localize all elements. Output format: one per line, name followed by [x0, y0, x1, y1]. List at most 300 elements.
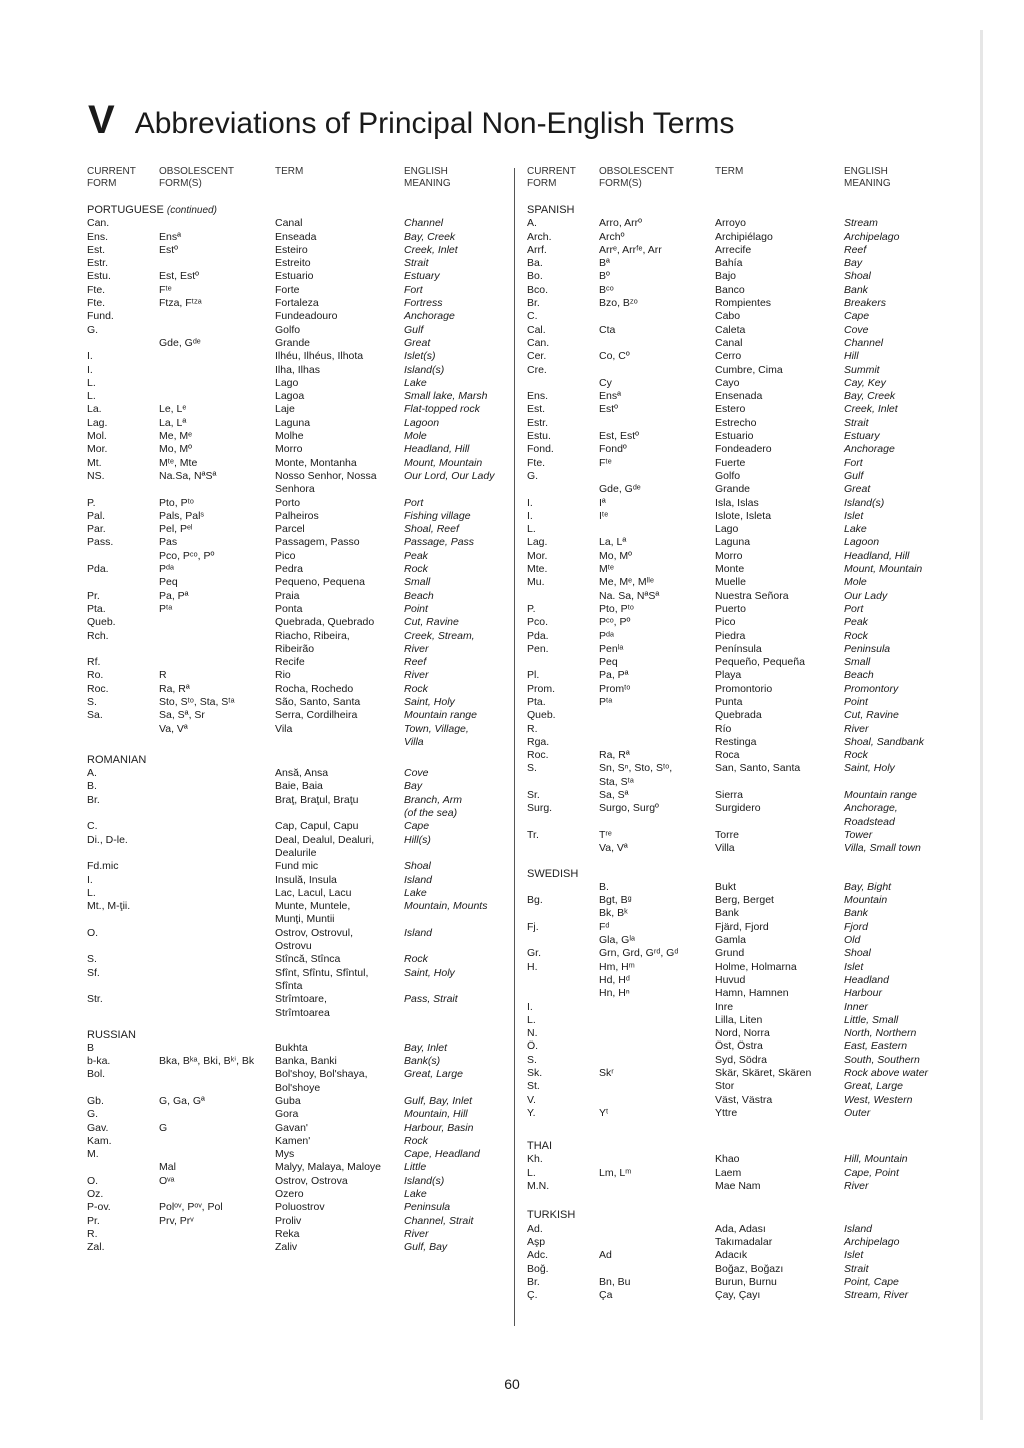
term: Gamla: [715, 934, 746, 947]
term: Nord, Norra: [715, 1027, 770, 1040]
term: Parcel: [275, 523, 305, 536]
current-form: L.: [87, 376, 96, 389]
english-meaning: Shoal: [844, 947, 871, 960]
english-meaning: Archipelago: [844, 230, 900, 243]
term: Fuerte: [715, 456, 746, 469]
english-meaning: Rock: [404, 1134, 428, 1147]
table-row: [527, 390, 957, 403]
obsolescent-forms: Mo, Mº: [159, 443, 193, 456]
obsolescent-forms: Pᵗᵃ: [159, 602, 173, 615]
current-form: Gb.: [87, 1095, 104, 1107]
table-row: [87, 603, 517, 616]
english-meaning: Saint, Holy: [404, 966, 455, 979]
obsolescent-forms: Pals, Palˢ: [159, 509, 205, 522]
table-row: [87, 1135, 517, 1148]
table-row: [527, 921, 957, 934]
table-row: [87, 683, 517, 696]
english-meaning: Town, Village, Villa: [404, 722, 469, 748]
table-row: [527, 1080, 957, 1093]
term: Gora: [275, 1108, 299, 1121]
obsolescent-forms: Co, Cº: [599, 350, 630, 363]
obsolescent-forms: Ensª: [599, 390, 621, 403]
table-row: [87, 430, 517, 443]
english-meaning: Mole: [844, 576, 867, 589]
current-form: Pr.: [87, 1214, 100, 1227]
table-row: [87, 940, 517, 953]
english-meaning: Beach: [844, 669, 874, 682]
current-form: A.: [87, 767, 97, 780]
term: Väst, Västra: [715, 1093, 773, 1106]
current-form: Pal.: [87, 509, 106, 522]
table-row: [527, 1040, 957, 1053]
left-column: [87, 166, 517, 1255]
obsolescent-forms: Pas: [159, 536, 178, 549]
term: Insulă, Insula: [275, 873, 337, 886]
current-form: Bg.: [527, 894, 543, 907]
obsolescent-forms: Gde, Gᵈᵉ: [599, 483, 641, 496]
english-meaning: Mountain, Hill: [404, 1108, 468, 1121]
term: Molhe: [275, 430, 304, 443]
english-meaning: West, Western: [844, 1093, 913, 1106]
term: Recife: [275, 656, 305, 669]
term: Serra, Cordilheira: [275, 709, 358, 722]
term: Bank: [715, 907, 739, 920]
current-form: G.: [527, 469, 539, 482]
obsolescent-forms: Arrᵉ, Arrᶠᵉ, Arr: [599, 243, 662, 256]
obsolescent-forms: Bzo, Bᶻᵒ: [599, 297, 638, 310]
english-meaning: Channel: [844, 336, 884, 349]
table-row: [527, 257, 957, 270]
english-meaning: Estuary: [404, 270, 440, 283]
table-row: [527, 974, 957, 987]
current-form: La.: [87, 403, 102, 416]
english-meaning: Headland: [844, 973, 889, 986]
term: Promontorio: [715, 682, 773, 695]
current-form: Rch.: [87, 629, 109, 642]
term: Laguna: [275, 416, 311, 429]
english-meaning: Harbour, Basin: [404, 1121, 474, 1134]
english-meaning: Pass, Strait: [404, 993, 458, 1006]
current-form: Bo.: [527, 270, 543, 283]
english-meaning: Our Lady: [844, 589, 888, 602]
header-current-form: CURRENT FORM: [87, 166, 136, 189]
table-row: [527, 1094, 957, 1107]
english-meaning: Great: [844, 483, 871, 496]
term: Mae Nam: [715, 1180, 761, 1193]
current-form: Sf.: [87, 966, 100, 979]
term: Stor: [715, 1080, 735, 1093]
term: Bukt: [715, 880, 737, 893]
table-row: [527, 961, 957, 974]
table-row: [87, 656, 517, 669]
obsolescent-forms: Bª: [599, 257, 610, 270]
term: Caleta: [715, 323, 746, 336]
english-meaning: Shoal: [404, 860, 431, 873]
table-row: [87, 297, 517, 310]
table-row: [87, 257, 517, 270]
table-row: [527, 550, 957, 563]
english-meaning: Our Lord, Our Lady: [404, 469, 495, 482]
table-row: [527, 907, 957, 920]
english-meaning: Lake: [404, 886, 427, 899]
english-meaning: Hill(s): [404, 833, 431, 846]
current-form: Arch.: [527, 230, 552, 243]
term: Grande: [715, 483, 751, 496]
table-row: [87, 1175, 517, 1188]
current-form: Mt.: [87, 456, 102, 469]
table-row: [527, 310, 957, 323]
english-meaning: Beach: [404, 589, 434, 602]
table-row: [527, 377, 957, 390]
term: Pico: [275, 549, 296, 562]
english-meaning: Island: [404, 873, 433, 886]
table-row: [87, 847, 517, 860]
term: São, Santo, Santa: [275, 695, 361, 708]
column-headers: [527, 166, 957, 196]
term: Stîncă, Stînca: [275, 953, 341, 966]
current-form: Mu.: [527, 576, 545, 589]
obsolescent-forms: Sa, Sª: [599, 789, 629, 802]
term: Lagoa: [275, 390, 305, 403]
obsolescent-forms: Na. Sa, NªSª: [599, 589, 660, 602]
english-meaning: Old: [844, 934, 861, 947]
current-form: Rf.: [87, 656, 101, 669]
language-name: RUSSIAN: [87, 1028, 136, 1041]
english-meaning: Stream: [844, 217, 878, 230]
current-form: Roc.: [87, 682, 109, 695]
obsolescent-forms: Mᵗᵉ: [599, 563, 614, 576]
term: Golfo: [275, 323, 301, 336]
table-row: [527, 337, 957, 350]
english-meaning: Estuary: [844, 430, 880, 443]
term: Adacık: [715, 1249, 748, 1262]
current-form: Queb.: [527, 709, 556, 722]
current-form: R.: [87, 1227, 98, 1240]
section-spanish: [527, 204, 957, 856]
current-form: St.: [527, 1080, 540, 1093]
table-row: [87, 310, 517, 323]
english-meaning: Outer: [844, 1106, 871, 1119]
obsolescent-forms: Pa, Pª: [159, 589, 189, 602]
current-form: A.: [527, 217, 537, 230]
current-form: G.: [87, 1108, 99, 1121]
term: Gavan': [275, 1121, 308, 1134]
table-row: [527, 590, 957, 603]
current-form: Pda.: [87, 563, 109, 576]
current-form: C.: [527, 310, 538, 323]
english-meaning: Peninsula: [844, 642, 891, 655]
english-meaning: Anchorage, Roadstead: [844, 802, 898, 828]
current-form: S.: [527, 1053, 537, 1066]
obsolescent-forms: Promᵗᵒ: [599, 682, 631, 695]
english-meaning: Great: [404, 336, 431, 349]
term: Poluostrov: [275, 1201, 325, 1214]
table-row: [87, 1201, 517, 1214]
table-row: [87, 1122, 517, 1135]
english-meaning: Little: [404, 1161, 427, 1174]
current-form: I.: [87, 873, 93, 886]
english-meaning: Mountain, Mounts: [404, 900, 488, 913]
current-form: Fte.: [87, 283, 106, 296]
current-form: I.: [87, 363, 93, 376]
current-form: Pta.: [527, 695, 546, 708]
obsolescent-forms: G, Ga, Gª: [159, 1095, 205, 1107]
english-meaning: Islet(s): [404, 350, 436, 363]
english-meaning: Cay, Key: [844, 376, 886, 389]
obsolescent-forms: G: [159, 1121, 168, 1134]
table-row: [527, 947, 957, 960]
term: Arroyo: [715, 217, 746, 230]
english-meaning: Reef: [404, 656, 427, 669]
english-meaning: Cape, Headland: [404, 1148, 480, 1161]
term: Canal: [275, 217, 303, 230]
english-meaning: Port: [404, 496, 424, 509]
english-meaning: Channel: [404, 217, 444, 230]
current-form: Bol.: [87, 1068, 106, 1081]
english-meaning: East, Eastern: [844, 1040, 908, 1053]
current-form: Par.: [87, 523, 106, 536]
table-row: [527, 630, 957, 643]
table-row: [87, 1215, 517, 1228]
term: Skär, Skäret, Skären: [715, 1067, 812, 1079]
term: Rio: [275, 669, 291, 682]
table-row: [87, 913, 517, 926]
table-row: [527, 297, 957, 310]
table-row: [87, 793, 517, 820]
english-meaning: Summit: [844, 363, 880, 376]
table-row: [87, 523, 517, 536]
english-meaning: Port: [844, 602, 864, 615]
term: Lilla, Liten: [715, 1013, 763, 1026]
table-row: [87, 390, 517, 403]
term: Grande: [275, 336, 311, 349]
current-form: Pta.: [87, 602, 106, 615]
table-row: [527, 842, 957, 855]
term: Nosso Senhor, Nossa Senhora: [275, 469, 377, 496]
current-form: Cal.: [527, 323, 546, 336]
term: Forte: [275, 283, 300, 296]
table-row: [527, 217, 957, 230]
term: Burun, Burnu: [715, 1275, 777, 1288]
english-meaning: Fort: [404, 283, 423, 296]
obsolescent-forms: Fᵗᵉ: [599, 456, 612, 469]
section-continued-note: (continued): [166, 205, 217, 216]
term: Cerro: [715, 350, 742, 363]
current-form: S.: [527, 762, 537, 775]
obsolescent-forms: Ça: [599, 1289, 613, 1302]
current-form: N.: [527, 1027, 538, 1040]
term: Laguna: [715, 536, 751, 549]
obsolescent-forms: Gde, Gᵈᵉ: [159, 336, 201, 349]
english-meaning: Bank(s): [404, 1055, 441, 1068]
term: Berg, Berget: [715, 894, 774, 907]
term: Rocha, Rochedo: [275, 682, 354, 695]
table-row: [527, 1249, 957, 1262]
table-row: [527, 443, 957, 456]
current-form: Fte.: [87, 297, 106, 310]
table-row: [527, 616, 957, 629]
column-headers: [87, 166, 517, 196]
current-form: L.: [527, 1013, 536, 1026]
current-form: R.: [527, 722, 538, 735]
obsolescent-forms: Sa, Sª, Sr: [159, 709, 205, 722]
table-row: [87, 860, 517, 873]
term: Golfo: [715, 469, 741, 482]
current-form: Estu.: [87, 270, 111, 283]
english-meaning: Lagoon: [404, 416, 440, 429]
obsolescent-forms: La, Lª: [159, 416, 187, 429]
english-meaning: Bay: [844, 257, 863, 270]
table-row: [87, 722, 517, 748]
english-meaning: Islet: [844, 509, 864, 522]
term: Torre: [715, 828, 739, 841]
term: Canal: [715, 336, 743, 349]
current-form: Estu.: [527, 430, 551, 443]
english-meaning: Island: [844, 1222, 873, 1235]
table-row: [87, 1095, 517, 1108]
obsolescent-forms: Bgt, Bᵍ: [599, 894, 632, 907]
term: Grund: [715, 947, 745, 960]
current-form: L.: [527, 1166, 536, 1179]
table-row: [527, 736, 957, 749]
current-form: L.: [527, 523, 536, 536]
table-row: [87, 980, 517, 993]
english-meaning: Fishing village: [404, 509, 471, 522]
current-form: Arrf.: [527, 243, 547, 256]
english-meaning: Anchorage: [404, 310, 455, 323]
current-form: Fd.mic: [87, 860, 119, 873]
english-meaning: Cut, Ravine: [404, 616, 459, 629]
english-meaning: Saint, Holy: [844, 762, 895, 775]
term: Nuestra Señora: [715, 589, 789, 602]
current-form: Pass.: [87, 536, 114, 549]
table-row: [527, 457, 957, 470]
english-meaning: Mountain range: [844, 789, 917, 802]
english-meaning: Mole: [404, 430, 427, 443]
current-form: Bco.: [527, 283, 549, 296]
current-form: Roc.: [527, 749, 549, 762]
current-form: Zal.: [87, 1241, 105, 1254]
english-meaning: Peak: [404, 549, 428, 562]
table-row: [87, 443, 517, 456]
table-row: [527, 1223, 957, 1236]
current-form: Gav.: [87, 1121, 109, 1134]
current-form: Br.: [527, 297, 540, 310]
current-form: H.: [527, 960, 538, 973]
right-column: [527, 166, 957, 1302]
section-title: [87, 204, 517, 217]
current-form: Lag.: [527, 536, 548, 549]
header-obsolescent-forms: OBSOLESCENT FORM(S): [159, 166, 235, 189]
term: Islote, Isleta: [715, 509, 772, 522]
current-form: M.: [87, 1148, 99, 1161]
term: Khao: [715, 1153, 740, 1166]
obsolescent-forms: Pto, Pᵗᵒ: [599, 602, 634, 615]
table-row: [527, 403, 957, 416]
table-row: [87, 563, 517, 576]
obsolescent-forms: Iᵗᵉ: [599, 509, 609, 522]
table-row: [527, 894, 957, 907]
table-row: [527, 1236, 957, 1249]
current-form: Est.: [87, 243, 106, 256]
term: Pico: [715, 616, 736, 629]
english-meaning: Bay, Creek: [404, 230, 456, 243]
english-meaning: Islet: [844, 1249, 864, 1262]
english-meaning: Island(s): [404, 363, 445, 376]
term: Banco: [715, 283, 745, 296]
current-form: Kh.: [527, 1153, 543, 1166]
current-form: Pco.: [527, 616, 549, 629]
obsolescent-forms: Surgo, Surgº: [599, 802, 659, 815]
table-row: [527, 1027, 957, 1040]
term: Cabo: [715, 310, 741, 323]
term: Estuario: [275, 270, 314, 283]
term: Hamn, Hamnen: [715, 987, 789, 1000]
current-form: Sa.: [87, 709, 103, 722]
term: Playa: [715, 669, 742, 682]
term: Morro: [275, 443, 303, 456]
english-meaning: Mountain range: [404, 709, 477, 722]
english-meaning: Point, Cape: [844, 1275, 899, 1288]
english-meaning: Shoal, Sandbank: [844, 735, 924, 748]
english-meaning: Anchorage: [844, 443, 895, 456]
obsolescent-forms: Ra, Rª: [599, 749, 630, 762]
table-row: [527, 1054, 957, 1067]
current-form: Br.: [527, 1275, 540, 1288]
obsolescent-forms: Fᵗᵉ: [159, 283, 172, 296]
table-row: [87, 900, 517, 926]
obsolescent-forms: Est, Estº: [159, 270, 200, 283]
current-form: NS.: [87, 469, 105, 482]
table-row: [87, 270, 517, 283]
obsolescent-forms: Me, Mᵉ: [159, 430, 193, 443]
table-row: [87, 807, 517, 820]
current-form: Di., D-le.: [87, 833, 128, 846]
obsolescent-forms: Bᶜᵒ: [599, 283, 614, 296]
current-form: V.: [527, 1093, 536, 1106]
current-form: b-ka.: [87, 1055, 111, 1068]
term: Munte, Muntele, Munţi, Muntii: [275, 900, 351, 926]
table-row: [87, 874, 517, 887]
term: Riacho, Ribeira, Ribeirão: [275, 629, 350, 655]
table-row: [87, 1241, 517, 1254]
appendix-letter: V: [88, 98, 115, 142]
table-row: [527, 510, 957, 523]
term: Isla, Islas: [715, 496, 759, 509]
table-row: [527, 762, 957, 788]
table-row: [87, 926, 517, 953]
obsolescent-forms: Pᵈᵃ: [159, 563, 174, 576]
term: Yttre: [715, 1106, 738, 1119]
term: Praia: [275, 589, 300, 602]
table-row: [87, 780, 517, 793]
term: Cap, Capul, Capu: [275, 820, 359, 833]
language-name: TURKISH: [527, 1209, 576, 1222]
current-form: I.: [527, 496, 533, 509]
obsolescent-forms: Pᶜᵒ, Pº: [599, 616, 631, 629]
term: Ilhéu, Ilhéus, Ilhota: [275, 350, 364, 363]
english-meaning: North, Northern: [844, 1027, 917, 1040]
english-meaning: Point: [404, 602, 428, 615]
obsolescent-forms: Pᵈᵃ: [599, 629, 614, 642]
table-row: [87, 820, 517, 833]
table-row: [527, 709, 957, 722]
table-row: [527, 802, 957, 828]
table-row: [527, 1289, 957, 1302]
current-form: Kam.: [87, 1134, 112, 1147]
table-row: [87, 590, 517, 603]
table-row: [87, 887, 517, 900]
